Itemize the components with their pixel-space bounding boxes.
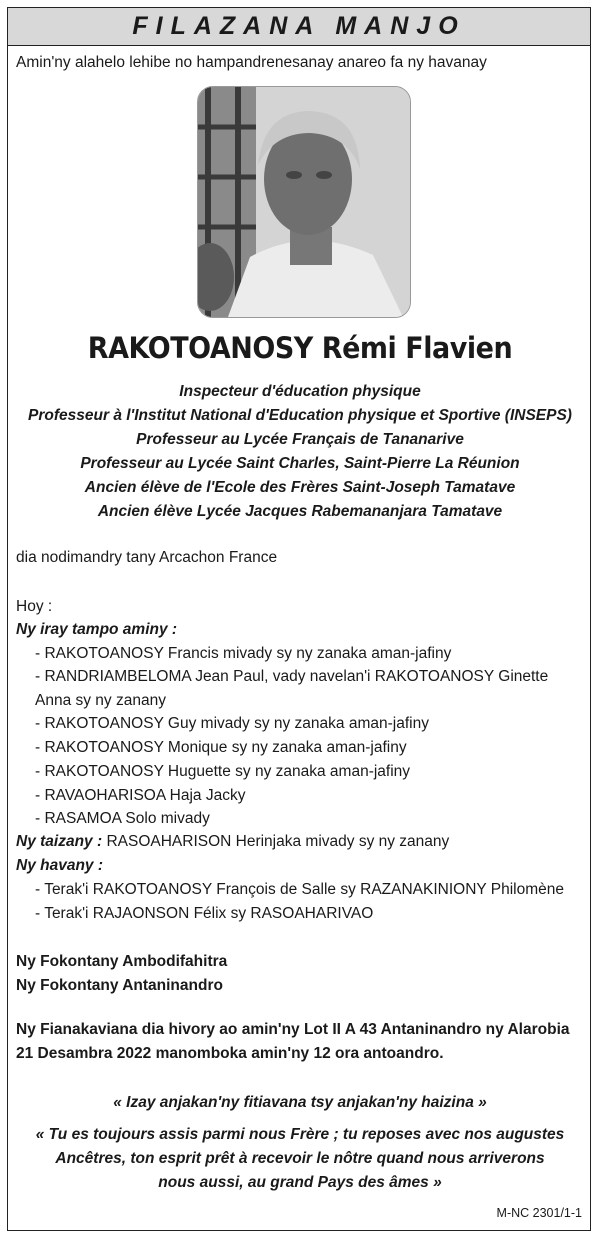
deceased-name: RAKOTOANOSY Rémi Flavien <box>87 331 513 365</box>
fokontany-line: Ny Fokontany Ambodifahitra <box>16 953 228 970</box>
sibling-item: - RAKOTOANOSY Monique sy ny zanaka aman-jafiny <box>35 739 407 756</box>
siblings-label: Ny iray tampo aminy : <box>16 621 178 638</box>
title-line: Professeur au Lycée Français de Tananarive <box>136 431 464 448</box>
title-line: Professeur à l'Institut National d'Education physique et Sportive (INSEPS) <box>28 407 572 424</box>
relative-item: - Terak'i RAJAONSON Félix sy RASOAHARIVAO <box>35 905 374 922</box>
taizany-label: Ny taizany : <box>16 833 103 850</box>
sibling-item: - RANDRIAMBELOMA Jean Paul, vady navelan'i RAKOTOANOSY Ginette <box>35 668 549 685</box>
quote-french-line: Ancêtres, ton esprit prêt à recevoir le nôtre quand nous arriverons <box>55 1150 545 1167</box>
sibling-item: - RAKOTOANOSY Francis mivady sy ny zanaka aman-jafiny <box>35 645 452 662</box>
deceased-titles <box>0 380 600 524</box>
sibling-item: - RAKOTOANOSY Huguette sy ny zanaka aman-jafiny <box>35 763 411 780</box>
taizany-line <box>16 833 449 851</box>
sibling-item: - RASAMOA Solo mivady <box>35 810 210 827</box>
reference-code: M-NC 2301/1-1 <box>496 1206 582 1220</box>
fokontany-line: Ny Fokontany Antaninandro <box>16 977 223 994</box>
notice-title: FILAZANA MANJO <box>132 12 466 40</box>
funeral-line: 21 Desambra 2022 manomboka amin'ny 12 ora antoandro. <box>16 1045 444 1062</box>
quote-french-line: nous aussi, au grand Pays des âmes » <box>158 1174 442 1191</box>
header-bar <box>7 7 591 46</box>
portrait-photo <box>197 86 411 318</box>
title-line: Ancien élève de l'Ecole des Frères Saint-Joseph Tamatave <box>84 479 516 496</box>
sibling-item: - RAKOTOANOSY Guy mivady sy ny zanaka aman-jafiny <box>35 715 429 732</box>
relative-item: - Terak'i RAKOTOANOSY François de Salle sy RAZANAKINIONY Philomène <box>35 881 564 898</box>
place-of-death: dia nodimandry tany Arcachon France <box>16 549 278 566</box>
title-line: Professeur au Lycée Saint Charles, Saint-Pierre La Réunion <box>80 455 520 472</box>
funeral-line: Ny Fianakaviana dia hivory ao amin'ny Lot II A 43 Antaninandro ny Alarobia <box>16 1021 570 1038</box>
title-line: Ancien élève Lycée Jacques Rabemananjara Tamatave <box>97 503 503 520</box>
hoy-label: Hoy : <box>16 598 53 615</box>
sibling-item: - RAVAOHARISOA Haja Jacky <box>35 787 246 804</box>
quote-french-line: « Tu es toujours assis parmi nous Frère ; tu reposes avec nos augustes <box>35 1126 565 1143</box>
sibling-item: Anna sy ny zanany <box>35 692 166 709</box>
title-line: Inspecteur d'éducation physique <box>179 383 421 400</box>
quote-malagasy: « Izay anjakan'ny fitiavana tsy anjakan'ny haizina » <box>113 1094 487 1111</box>
relatives-label: Ny havany : <box>16 857 104 874</box>
intro-text: Amin'ny alahelo lehibe no hampandrenesanay anareo fa ny havanay <box>16 54 487 71</box>
taizany-value: RASOAHARISON Herinjaka mivady sy ny zanany <box>102 833 450 850</box>
